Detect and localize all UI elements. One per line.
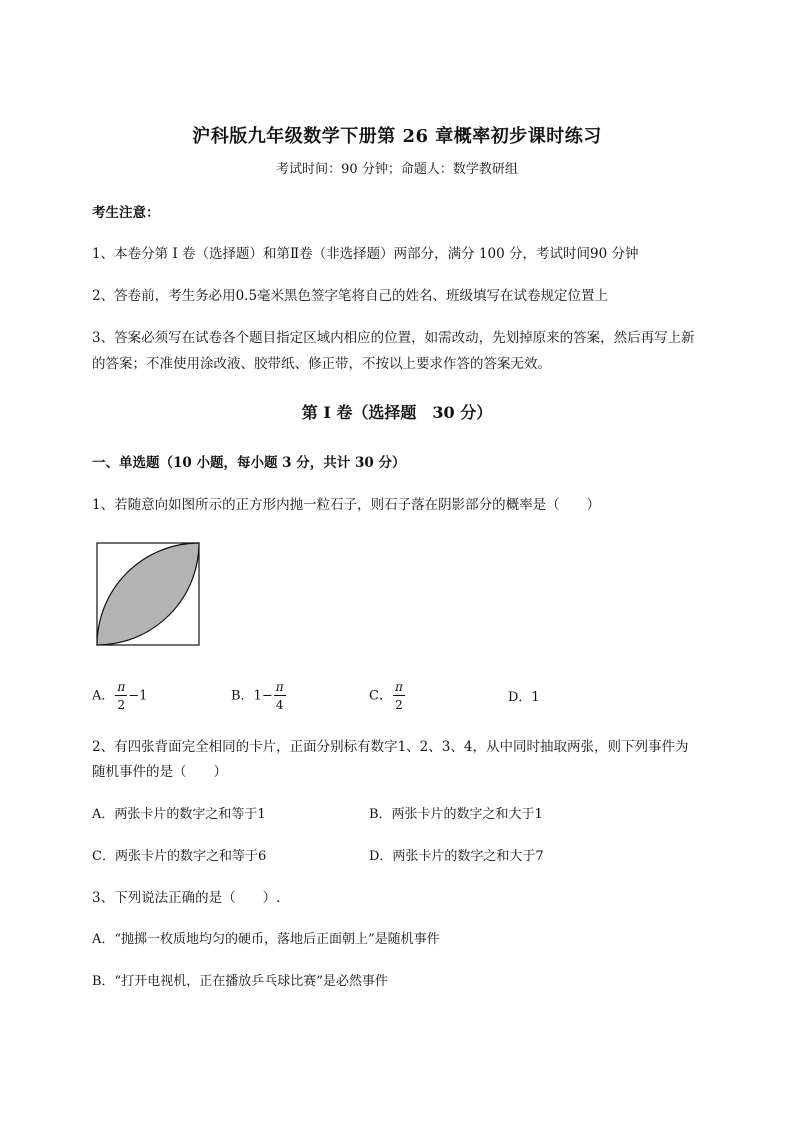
question-1-option-d: D．1 <box>508 690 540 705</box>
question-1-option-c <box>369 681 406 711</box>
question-1-stem: 1、若随意向如图所示的正方形内抛一粒石子，则石子落在阴影部分的概率是（ ） <box>92 497 601 513</box>
option-b-fraction <box>274 681 286 711</box>
question-2-stem-cont: 随机事件的是（ ） <box>92 764 227 780</box>
notice-item-1: 1、本卷分第 I 卷（选择题）和第Ⅱ卷（非选择题）两部分，满分 100 分，考试时间90 分钟 <box>92 246 639 262</box>
notice-item-3-cont: 的答案；不准使用涂改液、胶带纸、修正带，不按以上要求作答的答案无效。 <box>92 356 551 372</box>
option-a-label: A． <box>92 688 115 704</box>
question-1-option-b <box>231 681 287 711</box>
question-3-stem: 3、下列说法正确的是（ ）. <box>92 890 281 906</box>
question-2-option-b: B．两张卡片的数字之和大于1 <box>369 807 543 822</box>
notice-heading: 考生注意： <box>92 205 160 221</box>
question-2-option-a: A．两张卡片的数字之和等于1 <box>92 807 266 822</box>
exam-info: 考试时间：90 分钟；命题人：数学教研组 <box>276 162 518 177</box>
option-a-numerator: π <box>117 680 126 694</box>
option-c-denominator: 2 <box>395 698 403 712</box>
option-b-label: B．1− <box>231 688 273 704</box>
option-b-denominator: 4 <box>275 698 284 712</box>
option-c-label: C． <box>369 688 392 704</box>
option-a-tail: −1 <box>128 688 148 704</box>
question-3-option-b: B．“打开电视机，正在播放乒乓球比赛”是必然事件 <box>92 974 388 989</box>
option-a-denominator: 2 <box>117 698 126 712</box>
option-b-numerator: π <box>275 680 284 694</box>
question-1-figure <box>96 542 200 646</box>
question-1-option-a <box>92 681 147 711</box>
option-c-fraction <box>393 681 405 711</box>
page-title: 沪科版九年级数学下册第 26 章概率初步课时练习 <box>192 126 602 147</box>
question-3-option-a: A．“抛掷一枚质地均匀的硬币，落地后正面朝上”是随机事件 <box>92 932 440 947</box>
notice-item-2: 2、答卷前，考生务必用0.5毫米黑色签字笔将自己的姓名、班级填写在试卷规定位置上 <box>92 288 609 304</box>
question-2-stem: 2、有四张背面完全相同的卡片，正面分别标有数字1、2、3、4，从中同时抽取两张，则下列事件为 <box>92 739 689 755</box>
option-c-numerator: π <box>394 680 403 694</box>
question-2-option-c: C．两张卡片的数字之和等于6 <box>92 849 267 864</box>
section-title: 第 I 卷（选择题 30 分） <box>301 403 493 422</box>
option-a-fraction <box>115 681 127 711</box>
notice-item-3: 3、答案必须写在试卷各个题目指定区域内相应的位置，如需改动，先划掉原来的答案，然后再写上新 <box>92 330 695 346</box>
question-2-option-d: D．两张卡片的数字之和大于7 <box>369 849 544 864</box>
part-heading: 一、单选题（10 小题，每小题 3 分，共计 30 分） <box>92 455 406 471</box>
